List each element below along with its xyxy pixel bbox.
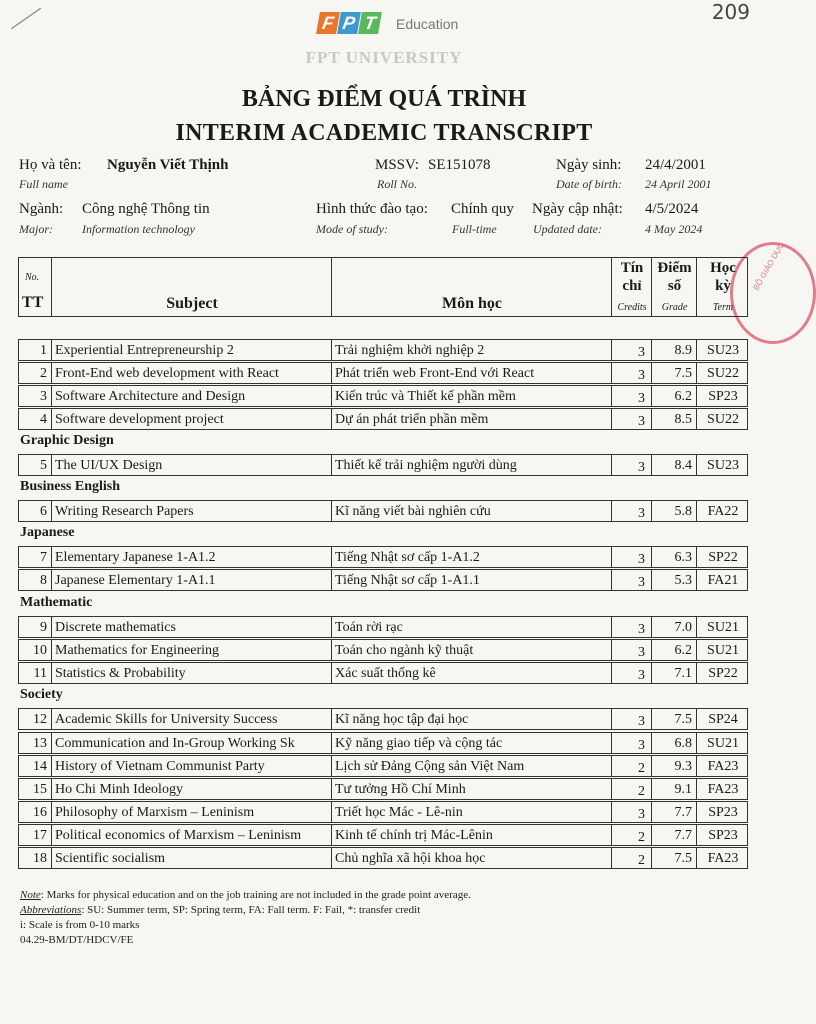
- group-label-japanese: Japanese: [20, 525, 75, 540]
- mode-value: Chính quy: [451, 201, 514, 217]
- credits: 3: [612, 802, 652, 822]
- roll-number: SE151078: [428, 157, 491, 173]
- term: SU21: [707, 643, 739, 658]
- row-number: 1: [19, 340, 52, 360]
- table-row: [18, 732, 748, 754]
- subject-name-vietnamese: Phát triển web Front-End với React: [332, 363, 612, 383]
- subject-name: Software development project: [52, 409, 332, 429]
- header-subject-cell: [52, 258, 332, 316]
- footnotes: [20, 888, 471, 948]
- subject-name: Writing Research Papers: [52, 501, 332, 521]
- credits: 3: [612, 409, 652, 429]
- table-row: [18, 454, 748, 476]
- subject-name: Mathematics for Engineering: [52, 640, 332, 660]
- subject-name-vietnamese: Tiếng Nhật sơ cấp 1-A1.2: [332, 547, 612, 567]
- credits: 3: [612, 386, 652, 406]
- name-sub-label: Full name: [19, 177, 68, 191]
- form-code: 04.29-BM/DT/HDCV/FE: [20, 934, 134, 946]
- group-label-business-english: Business English: [20, 479, 120, 494]
- header-credits-cell: [612, 258, 652, 316]
- credits: 3: [612, 363, 652, 383]
- logo-letter-p: P: [337, 12, 361, 34]
- term: FA22: [707, 504, 739, 519]
- grade: 6.2: [652, 386, 697, 406]
- subject-name: Political economics of Marxism – Leninism: [52, 825, 332, 845]
- header-no-top: No.: [25, 272, 40, 283]
- subject-name: Statistics & Probability: [52, 663, 332, 683]
- logo-letter-f: F: [316, 12, 340, 34]
- term: FA23: [707, 782, 739, 797]
- stamp-text: BỘ GIÁO DỤC: [751, 241, 786, 292]
- subject-name: Discrete mathematics: [52, 617, 332, 637]
- mode-sub-value: Full-time: [452, 222, 497, 236]
- grade: 7.1: [652, 663, 697, 683]
- subject-name-vietnamese: Lịch sử Đảng Cộng sản Việt Nam: [332, 756, 612, 776]
- header-term-en: Term: [712, 302, 734, 313]
- subject-name: Philosophy of Marxism – Leninism: [52, 802, 332, 822]
- table-row: [18, 616, 748, 638]
- major-sub-value: Information technology: [82, 222, 195, 236]
- table-row: [18, 639, 748, 661]
- subject-name-vietnamese: Chủ nghĩa xã hội khoa học: [332, 848, 612, 868]
- row-number: 18: [19, 848, 52, 868]
- term: SP23: [708, 805, 738, 820]
- row-number: 14: [19, 756, 52, 776]
- row-number: 11: [19, 663, 52, 683]
- subject-name-vietnamese: Thiết kế trải nghiệm người dùng: [332, 455, 612, 475]
- table-row: [18, 569, 748, 591]
- table-row: [18, 847, 748, 869]
- title-vietnamese: BẢNG ĐIỂM QUÁ TRÌNH: [241, 86, 527, 112]
- handwritten-page-number: 209: [711, 0, 750, 24]
- subject-name: The UI/UX Design: [52, 455, 332, 475]
- group-label-mathematic: Mathematic: [20, 595, 93, 610]
- row-number: 9: [19, 617, 52, 637]
- subject-name: Ho Chi Minh Ideology: [52, 779, 332, 799]
- subject-name: History of Vietnam Communist Party: [52, 756, 332, 776]
- dob-label: Ngày sinh:: [556, 157, 622, 173]
- row-number: 8: [19, 570, 52, 590]
- fpt-logo: [318, 12, 459, 34]
- row-number: 2: [19, 363, 52, 383]
- table-row: [18, 362, 748, 384]
- subject-name-vietnamese: Kiến trúc và Thiết kế phần mềm: [332, 386, 612, 406]
- header-grade-vn: Điểm số: [657, 260, 692, 294]
- credits: 3: [612, 340, 652, 360]
- credits: 3: [612, 455, 652, 475]
- grade: 9.3: [652, 756, 697, 776]
- group-label-graphic-design: Graphic Design: [20, 433, 114, 448]
- subject-name: Academic Skills for University Success: [52, 709, 332, 729]
- grade: 7.7: [652, 802, 697, 822]
- grade: 8.5: [652, 409, 697, 429]
- grade: 5.8: [652, 501, 697, 521]
- row-number: 7: [19, 547, 52, 567]
- term: SU21: [707, 736, 739, 751]
- row-number: 6: [19, 501, 52, 521]
- pen-mark: [11, 8, 41, 29]
- grade: 7.0: [652, 617, 697, 637]
- mode-sub-label: Mode of study:: [316, 222, 388, 236]
- subject-name-vietnamese: Kĩ năng viết bài nghiên cứu: [332, 501, 612, 521]
- table-row: [18, 708, 748, 730]
- header-no-cell: [19, 258, 52, 316]
- table-row: [18, 546, 748, 568]
- subject-name-vietnamese: Xác suất thống kê: [332, 663, 612, 683]
- table-row: [18, 500, 748, 522]
- term: SU21: [707, 620, 739, 635]
- row-number: 15: [19, 779, 52, 799]
- abbreviations-line: [20, 903, 471, 918]
- updated-sub-label: Updated date:: [533, 222, 602, 236]
- table-row: [18, 662, 748, 684]
- mode-label: Hình thức đào tạo:: [316, 201, 428, 217]
- title-english: INTERIM ACADEMIC TRANSCRIPT: [175, 120, 593, 146]
- term: SP22: [708, 550, 738, 565]
- logo-tagline: Education: [396, 16, 459, 32]
- major-sub-label: Major:: [19, 222, 53, 236]
- grade: 7.7: [652, 825, 697, 845]
- subject-name-vietnamese: Trải nghiệm khởi nghiệp 2: [332, 340, 612, 360]
- term: SU23: [707, 343, 739, 358]
- subject-name-vietnamese: Toán cho ngành kỹ thuật: [332, 640, 612, 660]
- subject-name: Japanese Elementary 1-A1.1: [52, 570, 332, 590]
- subject-name-vietnamese: Kinh tế chính trị Mác-Lênin: [332, 825, 612, 845]
- updated-value: 4/5/2024: [645, 201, 699, 217]
- credits: 3: [612, 640, 652, 660]
- grade: 8.9: [652, 340, 697, 360]
- row-number: 3: [19, 386, 52, 406]
- subject-name: Communication and In-Group Working Sk: [52, 733, 332, 753]
- dob-sub-label: Date of birth:: [556, 177, 622, 191]
- term: SU22: [707, 412, 739, 427]
- student-name: Nguyễn Viết Thịnh: [107, 157, 229, 173]
- header-grade-cell: [652, 258, 697, 316]
- credits: 3: [612, 709, 652, 729]
- row-number: 4: [19, 409, 52, 429]
- grade: 8.4: [652, 455, 697, 475]
- credits: 3: [612, 547, 652, 567]
- header-term-vn: Học kỳ: [710, 260, 736, 294]
- table-header: [18, 257, 748, 317]
- grade: 6.2: [652, 640, 697, 660]
- header-no: TT: [22, 294, 44, 311]
- note-label: Note: [20, 889, 41, 901]
- subject-name-vietnamese: Kỹ năng giao tiếp và cộng tác: [332, 733, 612, 753]
- table-row: [18, 801, 748, 823]
- subject-name-vietnamese: Kĩ năng học tập đại học: [332, 709, 612, 729]
- grade: 6.3: [652, 547, 697, 567]
- credits: 3: [612, 663, 652, 683]
- row-number: 17: [19, 825, 52, 845]
- row-number: 12: [19, 709, 52, 729]
- subject-name-vietnamese: Toán rời rạc: [332, 617, 612, 637]
- table-row: [18, 778, 748, 800]
- header-term-cell: [697, 258, 749, 316]
- header-mon-hoc: Môn học: [442, 295, 502, 312]
- credits: 3: [612, 733, 652, 753]
- subject-name: Scientific socialism: [52, 848, 332, 868]
- term: SU23: [707, 458, 739, 473]
- scale-note: i: Scale is from 0-10 marks: [20, 919, 140, 931]
- group-label-society: Society: [20, 687, 63, 702]
- header-subject: Subject: [166, 295, 218, 312]
- subject-name: Software Architecture and Design: [52, 386, 332, 406]
- header-grade-en: Grade: [661, 302, 688, 313]
- table-row: [18, 755, 748, 777]
- row-number: 13: [19, 733, 52, 753]
- credits: 3: [612, 617, 652, 637]
- grade: 7.5: [652, 709, 697, 729]
- updated-label: Ngày cập nhật:: [532, 201, 623, 217]
- university-name: FPT UNIVERSITY: [305, 48, 463, 67]
- term: FA21: [707, 573, 739, 588]
- name-label: Họ và tên:: [19, 157, 82, 173]
- grade: 7.5: [652, 363, 697, 383]
- major-label: Ngành:: [19, 201, 64, 217]
- credits: 2: [612, 825, 652, 845]
- header-mon-hoc-cell: [332, 258, 612, 316]
- term: FA23: [707, 759, 739, 774]
- roll-label: MSSV:: [375, 157, 419, 173]
- table-row: [18, 339, 748, 361]
- note-text: : Marks for physical education and on the job training are not included in the grade point average.: [40, 889, 471, 901]
- subject-name-vietnamese: Tư tưởng Hồ Chí Minh: [332, 779, 612, 799]
- header-credits-vn: Tín chỉ: [620, 260, 644, 294]
- credits: 2: [612, 848, 652, 868]
- subject-name-vietnamese: Tiếng Nhật sơ cấp 1-A1.1: [332, 570, 612, 590]
- major-value: Công nghệ Thông tin: [82, 201, 210, 217]
- subject-name: Experiential Entrepreneurship 2: [52, 340, 332, 360]
- dob-sub-value: 24 April 2001: [645, 177, 712, 191]
- table-row: [18, 824, 748, 846]
- note-line: [20, 888, 471, 903]
- credits: 3: [612, 501, 652, 521]
- grade: 5.3: [652, 570, 697, 590]
- term: SP23: [708, 828, 738, 843]
- dob-value: 24/4/2001: [645, 157, 706, 173]
- credits: 3: [612, 570, 652, 590]
- table-row: [18, 408, 748, 430]
- credits: 2: [612, 756, 652, 776]
- row-number: 10: [19, 640, 52, 660]
- term: SP23: [708, 389, 738, 404]
- term: SU22: [707, 366, 739, 381]
- updated-sub-value: 4 May 2024: [645, 222, 703, 236]
- grade: 7.5: [652, 848, 697, 868]
- subject-name-vietnamese: Dự án phát triển phần mềm: [332, 409, 612, 429]
- roll-sub-label: Roll No.: [377, 177, 418, 191]
- table-row: [18, 385, 748, 407]
- abbreviations-text: : SU: Summer term, SP: Spring term, FA: Fall term. F: Fail, *: transfer credit: [81, 904, 421, 916]
- term: SP24: [708, 712, 738, 727]
- term: FA23: [707, 851, 739, 866]
- row-number: 5: [19, 455, 52, 475]
- term: SP22: [708, 666, 738, 681]
- subject-name: Front-End web development with React: [52, 363, 332, 383]
- header-credits-en: Credits: [617, 302, 647, 313]
- row-number: 16: [19, 802, 52, 822]
- credits: 2: [612, 779, 652, 799]
- grade: 9.1: [652, 779, 697, 799]
- subject-name-vietnamese: Triết học Mác - Lê-nin: [332, 802, 612, 822]
- grade: 6.8: [652, 733, 697, 753]
- subject-name: Elementary Japanese 1-A1.2: [52, 547, 332, 567]
- logo-letter-t: T: [358, 12, 382, 34]
- abbreviations-label: Abbreviations: [20, 904, 82, 916]
